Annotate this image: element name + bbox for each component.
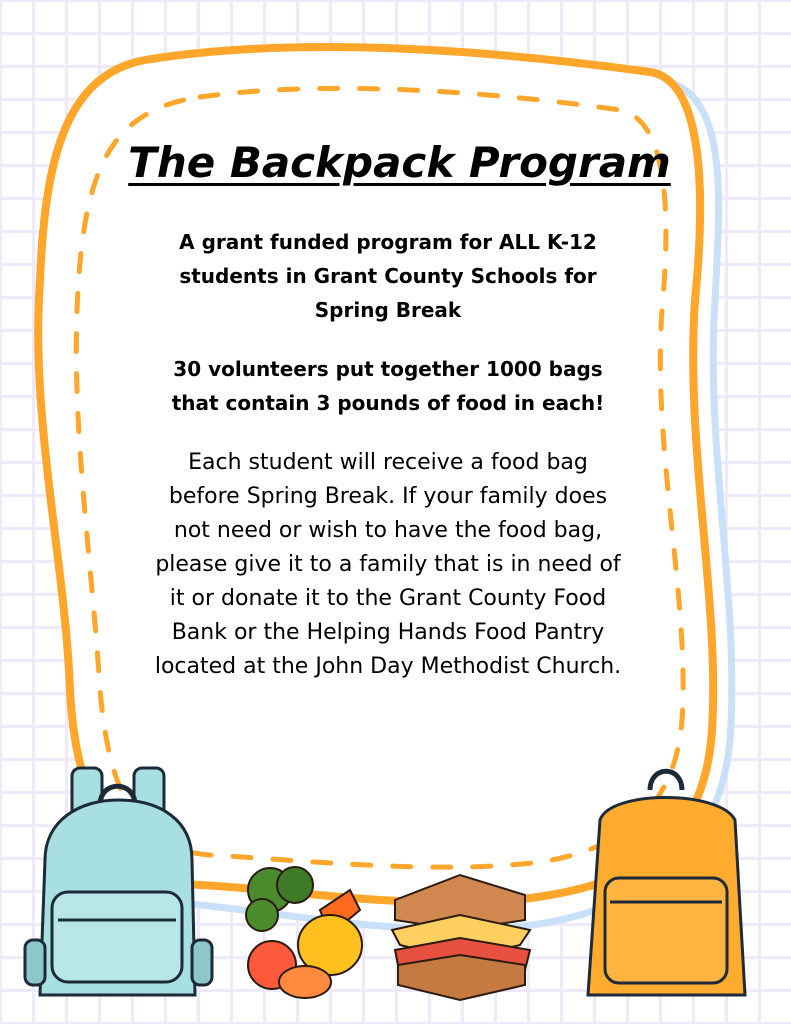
sandwich-icon (392, 875, 530, 1000)
illustrations (0, 760, 791, 1024)
blue-backpack-icon (25, 768, 212, 995)
intro-text: A grant funded program for ALL K-12 students in Grant County Schools for Spring Break (179, 230, 597, 322)
orange-backpack-icon (588, 771, 745, 995)
stats-text: 30 volunteers put together 1000 bags that contain 3 pounds of food in each! (171, 357, 605, 415)
vegetables-icon (246, 867, 362, 998)
page-title: The Backpack Program (128, 138, 671, 187)
body-text: Each student will receive a food bag before Spring Break. If your family does not need or wish to have the food bag, please give it to a family that is in need of it or donate it to the Grant County Food Bank or the Helping Hands Food Pantry located at the John Day Methodist Church. (154, 450, 622, 679)
